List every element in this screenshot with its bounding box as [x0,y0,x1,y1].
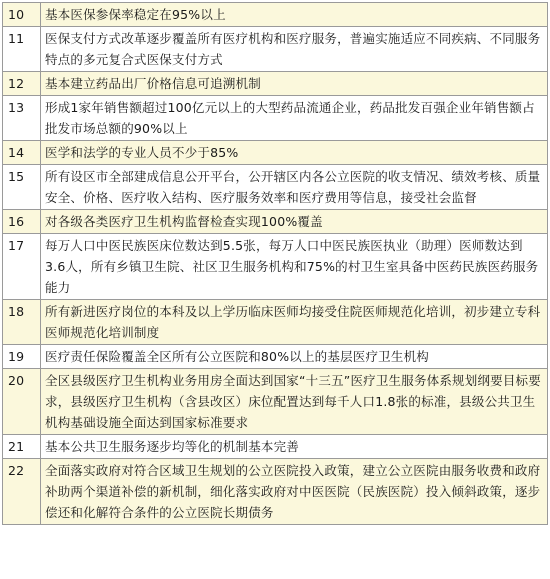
table-row [3,165,548,210]
row-text: 医疗责任保险覆盖全区所有公立医院和80%以上的基层医疗卫生机构 [41,345,548,369]
table-row [3,210,548,234]
row-number: 10 [3,3,41,27]
row-text: 全区县级医疗卫生机构业务用房全面达到国家“十三五”医疗卫生服务体系规划纲要目标要求，县级医疗卫生机构（含县改区）床位配置达到每千人口1.8张的标准，县级公共卫生机构基础设施全面达到国家标准要求 [41,369,548,435]
row-text: 每万人口中医民族医床位数达到5.5张，每万人口中医民族医执业（助理）医师数达到3.6人，所有乡镇卫生院、社区卫生服务机构和75%的村卫生室具备中医药民族医药服务能力 [41,234,548,300]
table-row [3,234,548,300]
row-number: 14 [3,141,41,165]
row-text: 医保支付方式改革逐步覆盖所有医疗机构和医疗服务，普遍实施适应不同疾病、不同服务特点的多元复合式医保支付方式 [41,27,548,72]
table-row [3,3,548,27]
row-number: 19 [3,345,41,369]
policy-table [2,2,548,525]
row-text: 医学和法学的专业人员不少于85% [41,141,548,165]
row-number: 20 [3,369,41,435]
table-row [3,435,548,459]
row-number: 13 [3,96,41,141]
row-number: 21 [3,435,41,459]
table-row [3,96,548,141]
table-row [3,369,548,435]
table-row [3,141,548,165]
row-number: 11 [3,27,41,72]
table-row [3,27,548,72]
table-row [3,459,548,525]
row-text: 基本建立药品出厂价格信息可追溯机制 [41,72,548,96]
table-row [3,72,548,96]
table-row [3,345,548,369]
row-number: 15 [3,165,41,210]
row-text: 基本医保参保率稳定在95%以上 [41,3,548,27]
row-text: 所有新进医疗岗位的本科及以上学历临床医师均接受住院医师规范化培训，初步建立专科医师规范化培训制度 [41,300,548,345]
row-text: 全面落实政府对符合区域卫生规划的公立医院投入政策，建立公立医院由服务收费和政府补助两个渠道补偿的新机制，细化落实政府对中医医院（民族医院）投入倾斜政策，逐步偿还和化解符合条件的公立医院长期债务 [41,459,548,525]
table-row [3,300,548,345]
row-text: 基本公共卫生服务逐步均等化的机制基本完善 [41,435,548,459]
row-text: 形成1家年销售额超过100亿元以上的大型药品流通企业，药品批发百强企业年销售额占批发市场总额的90%以上 [41,96,548,141]
row-number: 16 [3,210,41,234]
row-text: 对各级各类医疗卫生机构监督检查实现100%覆盖 [41,210,548,234]
row-number: 17 [3,234,41,300]
row-number: 22 [3,459,41,525]
row-number: 12 [3,72,41,96]
row-number: 18 [3,300,41,345]
row-text: 所有设区市全部建成信息公开平台，公开辖区内各公立医院的收支情况、绩效考核、质量安全、价格、医疗收入结构、医疗服务效率和医疗费用等信息，接受社会监督 [41,165,548,210]
policy-table-body [3,3,548,525]
